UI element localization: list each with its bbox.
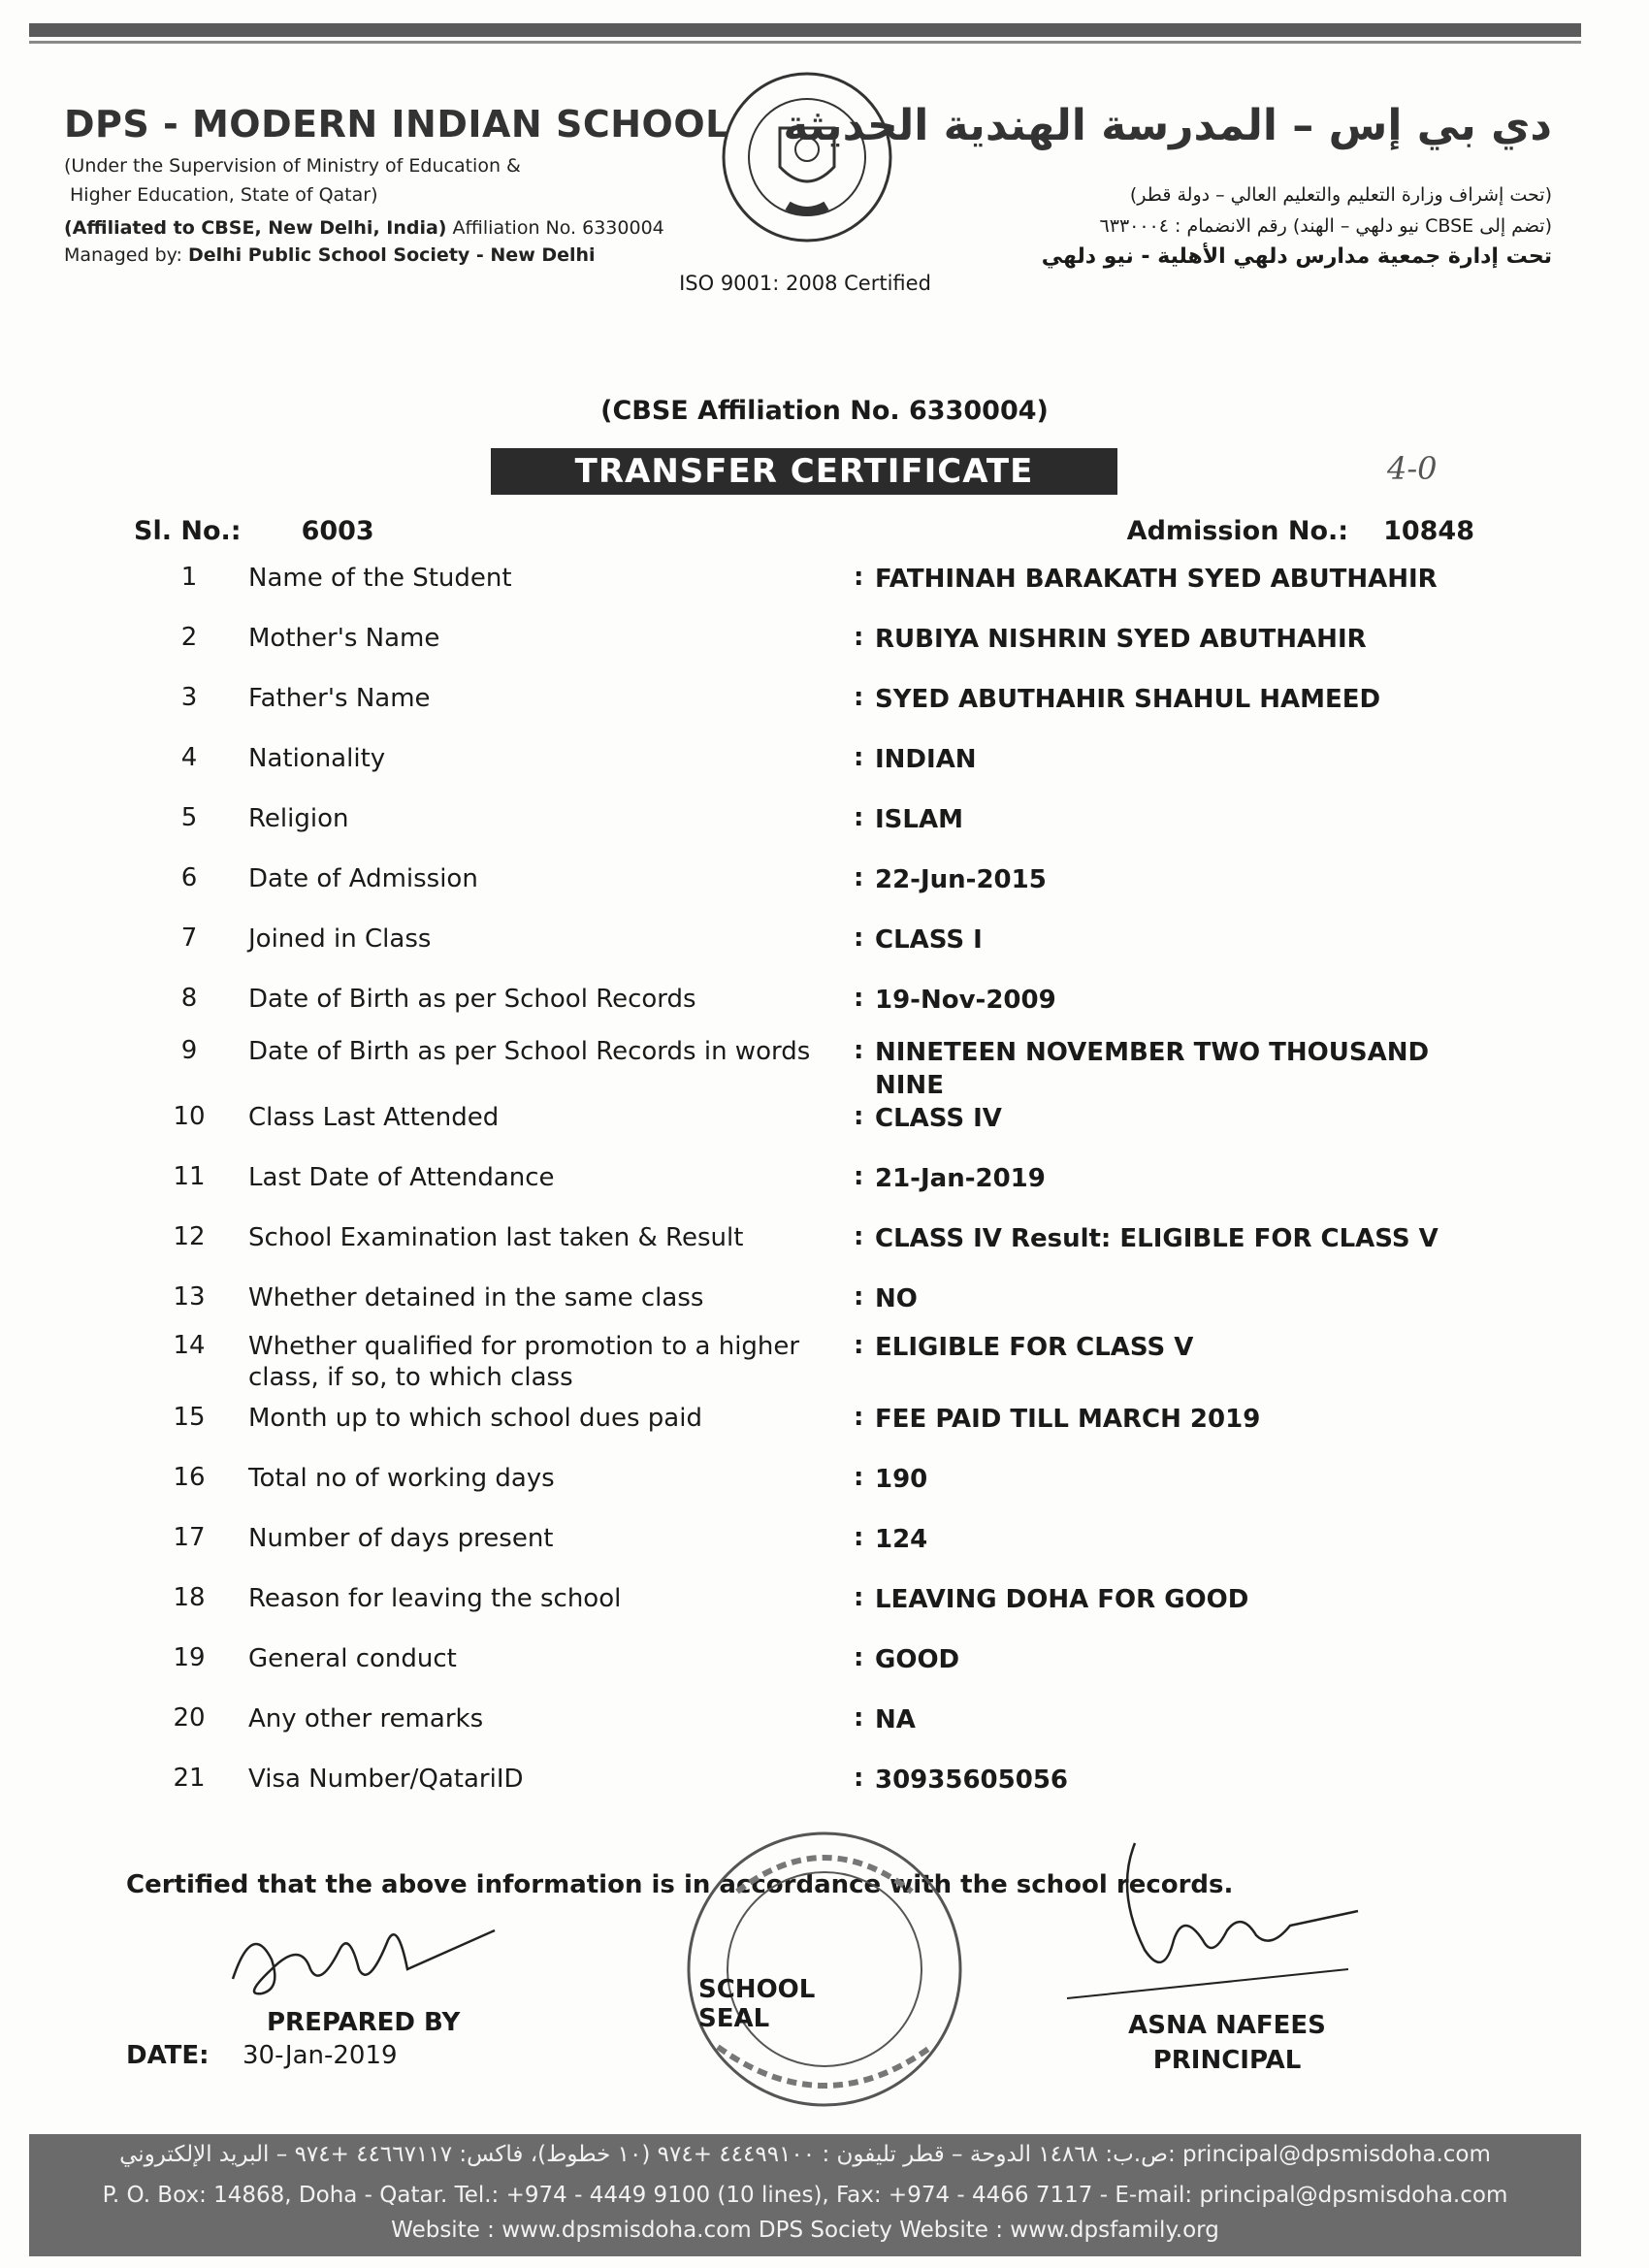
row-colon: : xyxy=(854,1583,864,1612)
row-number: 9 xyxy=(180,1036,198,1065)
row-colon: : xyxy=(854,1403,864,1432)
top-border-line xyxy=(29,41,1581,44)
row-colon: : xyxy=(854,1036,864,1065)
row-number: 21 xyxy=(173,1764,206,1793)
row-number: 13 xyxy=(173,1282,206,1312)
detail-row xyxy=(0,743,1649,803)
row-label: Date of Birth as per School Records in words xyxy=(248,1037,811,1066)
row-number: 3 xyxy=(180,683,198,712)
row-value: GOOD xyxy=(875,1645,960,1674)
arabic-line-2: (تضم إلى CBSE نيو دلهي – الهند) رقم الانضمام : ٦٣٣٠٠٠٤ xyxy=(1099,215,1552,237)
row-colon: : xyxy=(854,923,864,953)
principal-block xyxy=(1067,2008,1387,2078)
row-colon: : xyxy=(854,563,864,592)
row-colon: : xyxy=(854,1703,864,1733)
row-value: 190 xyxy=(875,1465,928,1494)
row-value: 124 xyxy=(875,1525,928,1554)
row-number: 18 xyxy=(173,1583,206,1612)
detail-row xyxy=(0,863,1649,923)
detail-row xyxy=(0,1036,1649,1100)
row-colon: : xyxy=(854,1331,864,1360)
detail-row xyxy=(0,1583,1649,1643)
admission-label: Admission No.: xyxy=(1126,516,1349,546)
row-label: Whether qualified for promotion to a higher class, if so, to which class xyxy=(248,1332,800,1392)
row-number: 11 xyxy=(173,1162,206,1191)
row-label: Class Last Attended xyxy=(248,1103,500,1132)
top-border-bar xyxy=(29,23,1581,37)
admission-number xyxy=(1127,516,1474,546)
detail-row xyxy=(0,1703,1649,1764)
row-value: 30935605056 xyxy=(875,1766,1068,1795)
detail-row xyxy=(0,1331,1649,1391)
affiliation-line xyxy=(64,213,664,243)
row-value: SYED ABUTHAHIR SHAHUL HAMEED xyxy=(875,685,1381,714)
detail-row xyxy=(0,1463,1649,1523)
detail-row xyxy=(0,984,1649,1044)
row-label: Date of Birth as per School Records xyxy=(248,985,696,1014)
principal-name: ASNA NAFEES xyxy=(1128,2011,1326,2040)
certification-statement: Certified that the above information is in accordance with the school records. xyxy=(126,1870,1234,1899)
row-label: Total no of working days xyxy=(248,1464,555,1493)
row-label: Reason for leaving the school xyxy=(248,1584,622,1613)
row-number: 20 xyxy=(173,1703,206,1733)
detail-row xyxy=(0,683,1649,743)
row-value: ISLAM xyxy=(875,805,963,834)
school-name-arabic: دي بي إس – المدرسة الهندية الحديثة xyxy=(783,101,1552,150)
detail-row xyxy=(0,1764,1649,1824)
row-colon: : xyxy=(854,984,864,1013)
detail-row xyxy=(0,1102,1649,1162)
row-label: Mother's Name xyxy=(248,624,440,653)
date-value: 30-Jan-2019 xyxy=(242,2041,398,2070)
row-colon: : xyxy=(854,1523,864,1552)
row-value: NINETEEN NOVEMBER TWO THOUSAND NINE xyxy=(875,1038,1430,1100)
row-value: 21-Jan-2019 xyxy=(875,1164,1046,1193)
row-label: General conduct xyxy=(248,1644,457,1673)
row-colon: : xyxy=(854,743,864,772)
row-number: 6 xyxy=(180,863,198,892)
preparer-signature-icon xyxy=(213,1901,504,2008)
detail-row xyxy=(0,803,1649,863)
principal-title: PRINCIPAL xyxy=(1152,2046,1302,2075)
footer-address-line: P. O. Box: 14868, Doha - Qatar. Tel.: +974 - 4449 9100 (10 lines), Fax: +974 - 4466 7117 - E-mail: principal@dpsmisdoha.com xyxy=(102,2183,1508,2208)
row-value: FATHINAH BARAKATH SYED ABUTHAHIR xyxy=(875,565,1438,594)
row-value: CLASS IV xyxy=(875,1104,1002,1133)
date-label: DATE: xyxy=(126,2041,210,2070)
row-label: Any other remarks xyxy=(248,1704,484,1733)
row-label: School Examination last taken & Result xyxy=(248,1223,744,1252)
row-value: ELIGIBLE FOR CLASS V xyxy=(875,1333,1194,1362)
row-colon: : xyxy=(854,1463,864,1492)
affiliation-bold: (Affiliated to CBSE, New Delhi, India) xyxy=(64,217,447,239)
footer-arabic-line: ص.ب: ١٤٨٦٨ الدوحة – قطر تليفون : ٤٤٤٩٩١٠٠ +٩٧٤ (١٠ خطوط)، فاكس: ٤٤٦٦٧١١٧ +٩٧٤ – البريد الإلكتروني: principal@dpsmisdoha.com xyxy=(119,2142,1491,2167)
managed-line xyxy=(64,241,596,270)
row-colon: : xyxy=(854,1764,864,1793)
principal-signature-icon xyxy=(1057,1833,1368,2018)
detail-row xyxy=(0,1162,1649,1222)
row-number: 2 xyxy=(180,623,198,652)
row-number: 12 xyxy=(173,1222,206,1251)
row-colon: : xyxy=(854,863,864,892)
row-colon: : xyxy=(854,1162,864,1191)
detail-row xyxy=(0,1523,1649,1583)
iso-certification: ISO 9001: 2008 Certified xyxy=(679,272,931,295)
row-label: Number of days present xyxy=(248,1524,554,1553)
cbse-affiliation: (CBSE Affiliation No. 6330004) xyxy=(600,396,1049,426)
row-number: 10 xyxy=(173,1102,206,1131)
row-label: Nationality xyxy=(248,744,386,773)
row-label: Date of Admission xyxy=(248,864,478,893)
footer-website-line: Website : www.dpsmisdoha.com DPS Society Website : www.dpsfamily.org xyxy=(391,2218,1219,2243)
row-label: Visa Number/QatariID xyxy=(248,1765,524,1794)
detail-row xyxy=(0,623,1649,683)
row-label: Father's Name xyxy=(248,684,431,713)
detail-row xyxy=(0,1403,1649,1463)
row-label: Whether detained in the same class xyxy=(248,1283,704,1312)
detail-row xyxy=(0,1643,1649,1703)
school-logo-icon xyxy=(720,70,894,244)
row-value: CLASS I xyxy=(875,925,983,955)
row-label: Name of the Student xyxy=(248,564,512,593)
admission-value: 10848 xyxy=(1383,516,1474,546)
managed-label: Managed by: xyxy=(64,244,188,266)
row-label: Last Date of Attendance xyxy=(248,1163,555,1192)
row-colon: : xyxy=(854,1102,864,1131)
row-label: Month up to which school dues paid xyxy=(248,1404,702,1433)
row-colon: : xyxy=(854,1643,864,1672)
row-value: 19-Nov-2009 xyxy=(875,986,1056,1015)
supervision-line-1: (Under the Supervision of Ministry of Education & xyxy=(64,155,521,177)
row-number: 4 xyxy=(180,743,198,772)
school-seal-icon xyxy=(679,1824,970,2115)
managed-value: Delhi Public School Society - New Delhi xyxy=(187,244,596,266)
row-colon: : xyxy=(854,683,864,712)
school-seal-label: SCHOOL SEAL xyxy=(698,1975,816,2033)
row-value: NO xyxy=(875,1284,918,1313)
row-label: Joined in Class xyxy=(248,924,432,954)
detail-row xyxy=(0,923,1649,984)
row-value: 22-Jun-2015 xyxy=(875,865,1047,894)
row-number: 5 xyxy=(180,803,198,832)
row-number: 16 xyxy=(173,1463,206,1492)
detail-row xyxy=(0,1222,1649,1282)
row-label: Religion xyxy=(248,804,349,833)
row-colon: : xyxy=(854,803,864,832)
arabic-line-3: تحت إدارة جمعية مدارس دلهي الأهلية - نيو دلهي xyxy=(1041,244,1552,269)
row-number: 1 xyxy=(180,563,198,592)
row-number: 14 xyxy=(173,1331,206,1360)
serial-label: Sl. No.: xyxy=(134,516,242,546)
row-value: INDIAN xyxy=(875,745,977,774)
affiliation-rest: Affiliation No. 6330004 xyxy=(446,217,664,239)
supervision-line-2: Higher Education, State of Qatar) xyxy=(70,184,378,206)
row-colon: : xyxy=(854,1282,864,1312)
row-number: 19 xyxy=(173,1643,206,1672)
row-value: NA xyxy=(875,1705,916,1734)
serial-value: 6003 xyxy=(301,516,374,546)
footer-bar xyxy=(29,2134,1581,2256)
arabic-line-1: (تحت إشراف وزارة التعليم والتعليم العالي – دولة قطر) xyxy=(1129,184,1552,206)
row-value: LEAVING DOHA FOR GOOD xyxy=(875,1585,1249,1614)
row-colon: : xyxy=(854,623,864,652)
row-value: RUBIYA NISHRIN SYED ABUTHAHIR xyxy=(875,625,1367,654)
row-colon: : xyxy=(854,1222,864,1251)
serial-number xyxy=(134,516,374,546)
row-number: 7 xyxy=(180,923,198,953)
row-number: 15 xyxy=(173,1403,206,1432)
detail-row xyxy=(0,563,1649,623)
row-number: 17 xyxy=(173,1523,206,1552)
prepared-by-label: PREPARED BY xyxy=(267,2008,461,2037)
handwritten-annotation: 4-0 xyxy=(1387,450,1438,487)
school-name-english: DPS - MODERN INDIAN SCHOOL xyxy=(64,103,729,146)
row-value: FEE PAID TILL MARCH 2019 xyxy=(875,1405,1261,1434)
row-value: CLASS IV Result: ELIGIBLE FOR CLASS V xyxy=(875,1224,1439,1253)
certificate-title: TRANSFER CERTIFICATE xyxy=(491,448,1117,495)
row-number: 8 xyxy=(180,984,198,1013)
